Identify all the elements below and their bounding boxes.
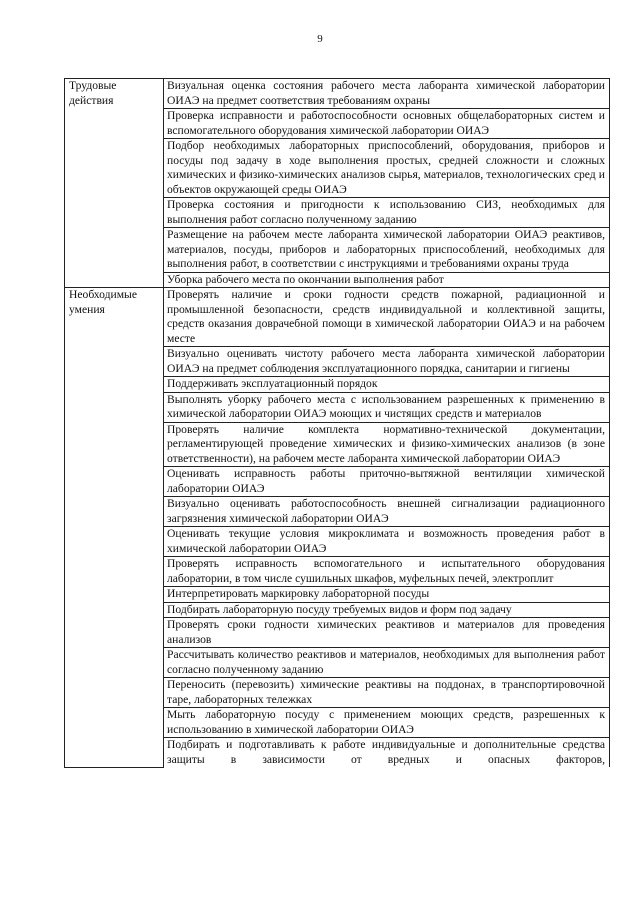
section-label: Необходимые умения xyxy=(65,288,164,768)
table-cell-text: Подбирать и подготавливать к работе индивидуальные и дополнительные средства защиты в зависимости от вредных и опасных факторов, xyxy=(164,738,610,768)
qualification-table xyxy=(64,78,610,768)
table-body xyxy=(65,79,610,768)
table-cell-text: Мыть лабораторную посуду с применением моющих средств, разрешенных к использованию в химической лаборатории ОИАЭ xyxy=(164,708,610,738)
table-cell-text: Интерпретировать маркировку лабораторной посуды xyxy=(164,587,610,603)
page-number: 9 xyxy=(317,33,323,45)
table-cell-text: Визуально оценивать чистоту рабочего места лаборанта химической лаборатории ОИАЭ на предмет соблюдения эксплуатационного порядка, санитарии и гигиены xyxy=(164,347,610,377)
table-cell-text: Проверять сроки годности химических реактивов и материалов для проведения анализов xyxy=(164,618,610,648)
table-cell-text: Оценивать текущие условия микроклимата и возможность проведения работ в химической лаборатории ОИАЭ xyxy=(164,527,610,557)
table-cell-text: Проверять наличие комплекта нормативно-технической документации, регламентирующей проведение химических и физико-химических анализов (в зоне ответственности), на рабочем месте лаборанта химической лаборатории ОИАЭ xyxy=(164,422,610,467)
table-cell-text: Поддерживать эксплуатационный порядок xyxy=(164,377,610,393)
table-cell-text: Оценивать исправность работы приточно-вытяжной вентиляции химической лаборатории ОИАЭ xyxy=(164,467,610,497)
table-cell-text: Выполнять уборку рабочего места с использованием разрешенных к применению в химической лаборатории ОИАЭ моющих и чистящих средств и материалов xyxy=(164,392,610,422)
table-cell-text: Рассчитывать количество реактивов и материалов, необходимых для выполнения работ согласно полученному заданию xyxy=(164,648,610,678)
table-cell-text: Подбор необходимых лабораторных приспособлений, оборудования, приборов и посуды под задачу в ходе выполнения простых, средней сложности и сложных химических и физико-химических анализов сырья, материалов, технологических сред и объектов окружающей среды ОИАЭ xyxy=(164,139,610,198)
table-cell-text: Визуально оценивать работоспособность внешней сигнализации радиационного загрязнения химической лаборатории ОИАЭ xyxy=(164,497,610,527)
table-row xyxy=(65,288,610,347)
table-cell-text: Переносить (перевозить) химические реактивы на поддонах, в транспортировочной таре, лабораторных тележках xyxy=(164,678,610,708)
section-label: Трудовые действия xyxy=(65,79,164,288)
table-cell-text: Уборка рабочего места по окончании выполнения работ xyxy=(164,272,610,288)
table-cell-text: Подбирать лабораторную посуду требуемых видов и форм под задачу xyxy=(164,602,610,618)
table-cell-text: Проверять наличие и сроки годности средств пожарной, радиационной и промышленной безопасности, средств индивидуальной и коллективной защиты, средств оказания доврачебной помощи в химической лаборатории ОИАЭ и на рабочем месте xyxy=(164,288,610,347)
table-cell-text: Размещение на рабочем месте лаборанта химической лаборатории ОИАЭ реактивов, материалов, посуды, приборов и лабораторных приспособлений, необходимых для выполнения работ, в соответствии с инструкциями и требованиями охраны труда xyxy=(164,228,610,273)
table-cell-text: Проверять исправность вспомогательного и испытательного оборудования лаборатории, в том числе сушильных шкафов, муфельных печей, электроплит xyxy=(164,557,610,587)
table-row xyxy=(65,79,610,109)
table-cell-text: Проверка состояния и пригодности к использованию СИЗ, необходимых для выполнения работ согласно полученному заданию xyxy=(164,198,610,228)
table-cell-text: Проверка исправности и работоспособности основных общелабораторных систем и вспомогательного оборудования химической лаборатории ОИАЭ xyxy=(164,109,610,139)
table-cell-text: Визуальная оценка состояния рабочего места лаборанта химической лаборатории ОИАЭ на предмет соответствия требованиям охраны xyxy=(164,79,610,109)
